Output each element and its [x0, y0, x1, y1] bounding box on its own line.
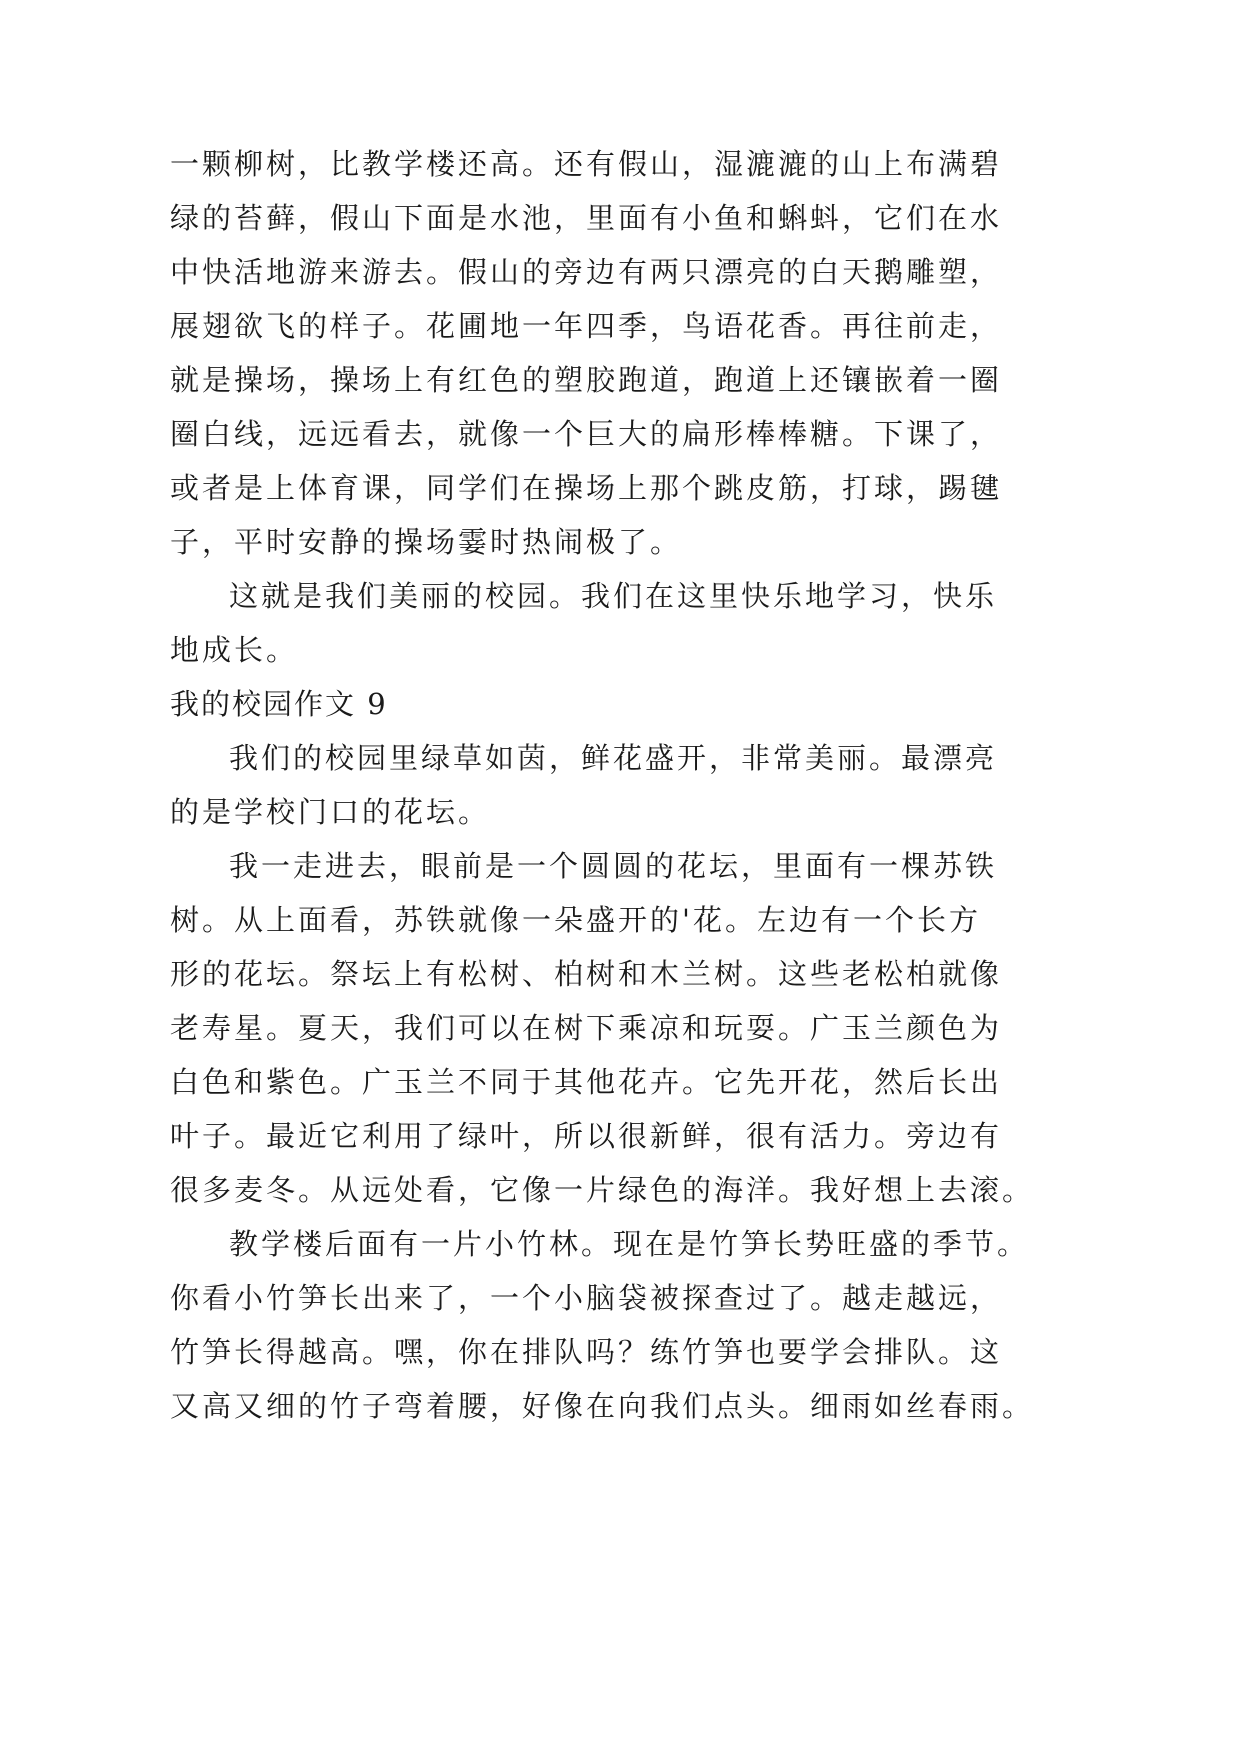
- paragraph-line: 一颗柳树，比教学楼还高。还有假山，湿漉漉的山上布满碧: [170, 147, 1003, 181]
- paragraph-line: 形的花坛。祭坛上有松树、柏树和木兰树。这些老松柏就像: [170, 957, 1003, 991]
- paragraph-line: 竹笋长得越高。嘿，你在排队吗？练竹笋也要学会排队。这: [170, 1335, 1003, 1369]
- paragraph-line: 树。从上面看，苏铁就像一朵盛开的'花。左边有一个长方: [170, 903, 981, 937]
- paragraph-line: 圈白线，远远看去，就像一个巨大的扁形棒棒糖。下课了，: [170, 417, 1003, 451]
- paragraph-line: 或者是上体育课，同学们在操场上那个跳皮筋，打球，踢毽: [170, 471, 1003, 505]
- paragraph-line: 我们的校园里绿草如茵，鲜花盛开，非常美丽。最漂亮: [229, 741, 998, 775]
- paragraph-line: 中快活地游来游去。假山的旁边有两只漂亮的白天鹅雕塑，: [170, 255, 1003, 289]
- paragraph-line: 展翅欲飞的样子。花圃地一年四季，鸟语花香。再往前走，: [170, 309, 1003, 343]
- paragraph-line: 教学楼后面有一片小竹林。现在是竹笋长势旺盛的季节。: [229, 1227, 1030, 1261]
- paragraph-line: 绿的苔藓，假山下面是水池，里面有小鱼和蝌蚪，它们在水: [170, 201, 1003, 235]
- paragraph-line: 你看小竹笋长出来了，一个小脑袋被探查过了。越走越远，: [170, 1281, 1003, 1315]
- paragraph-line: 又高又细的竹子弯着腰，好像在向我们点头。细雨如丝春雨。: [170, 1389, 1035, 1423]
- paragraph-line: 这就是我们美丽的校园。我们在这里快乐地学习，快乐: [229, 579, 998, 613]
- paragraph-line: 我一走进去，眼前是一个圆圆的花坛，里面有一棵苏铁: [229, 849, 998, 883]
- paragraph-line: 叶子。最近它利用了绿叶，所以很新鲜，很有活力。旁边有: [170, 1119, 1003, 1153]
- paragraph-line: 子，平时安静的操场霎时热闹极了。: [170, 525, 683, 559]
- paragraph-line: 很多麦冬。从远处看，它像一片绿色的海洋。我好想上去滚。: [170, 1173, 1035, 1207]
- section-heading: 我的校园作文 9: [170, 687, 388, 721]
- paragraph-line: 白色和紫色。广玉兰不同于其他花卉。它先开花，然后长出: [170, 1065, 1003, 1099]
- paragraph-line: 地成长。: [170, 633, 299, 667]
- paragraph-line: 的是学校门口的花坛。: [170, 795, 491, 829]
- paragraph-line: 老寿星。夏天，我们可以在树下乘凉和玩耍。广玉兰颜色为: [170, 1011, 1003, 1045]
- paragraph-line: 就是操场，操场上有红色的塑胶跑道，跑道上还镶嵌着一圈: [170, 363, 1003, 397]
